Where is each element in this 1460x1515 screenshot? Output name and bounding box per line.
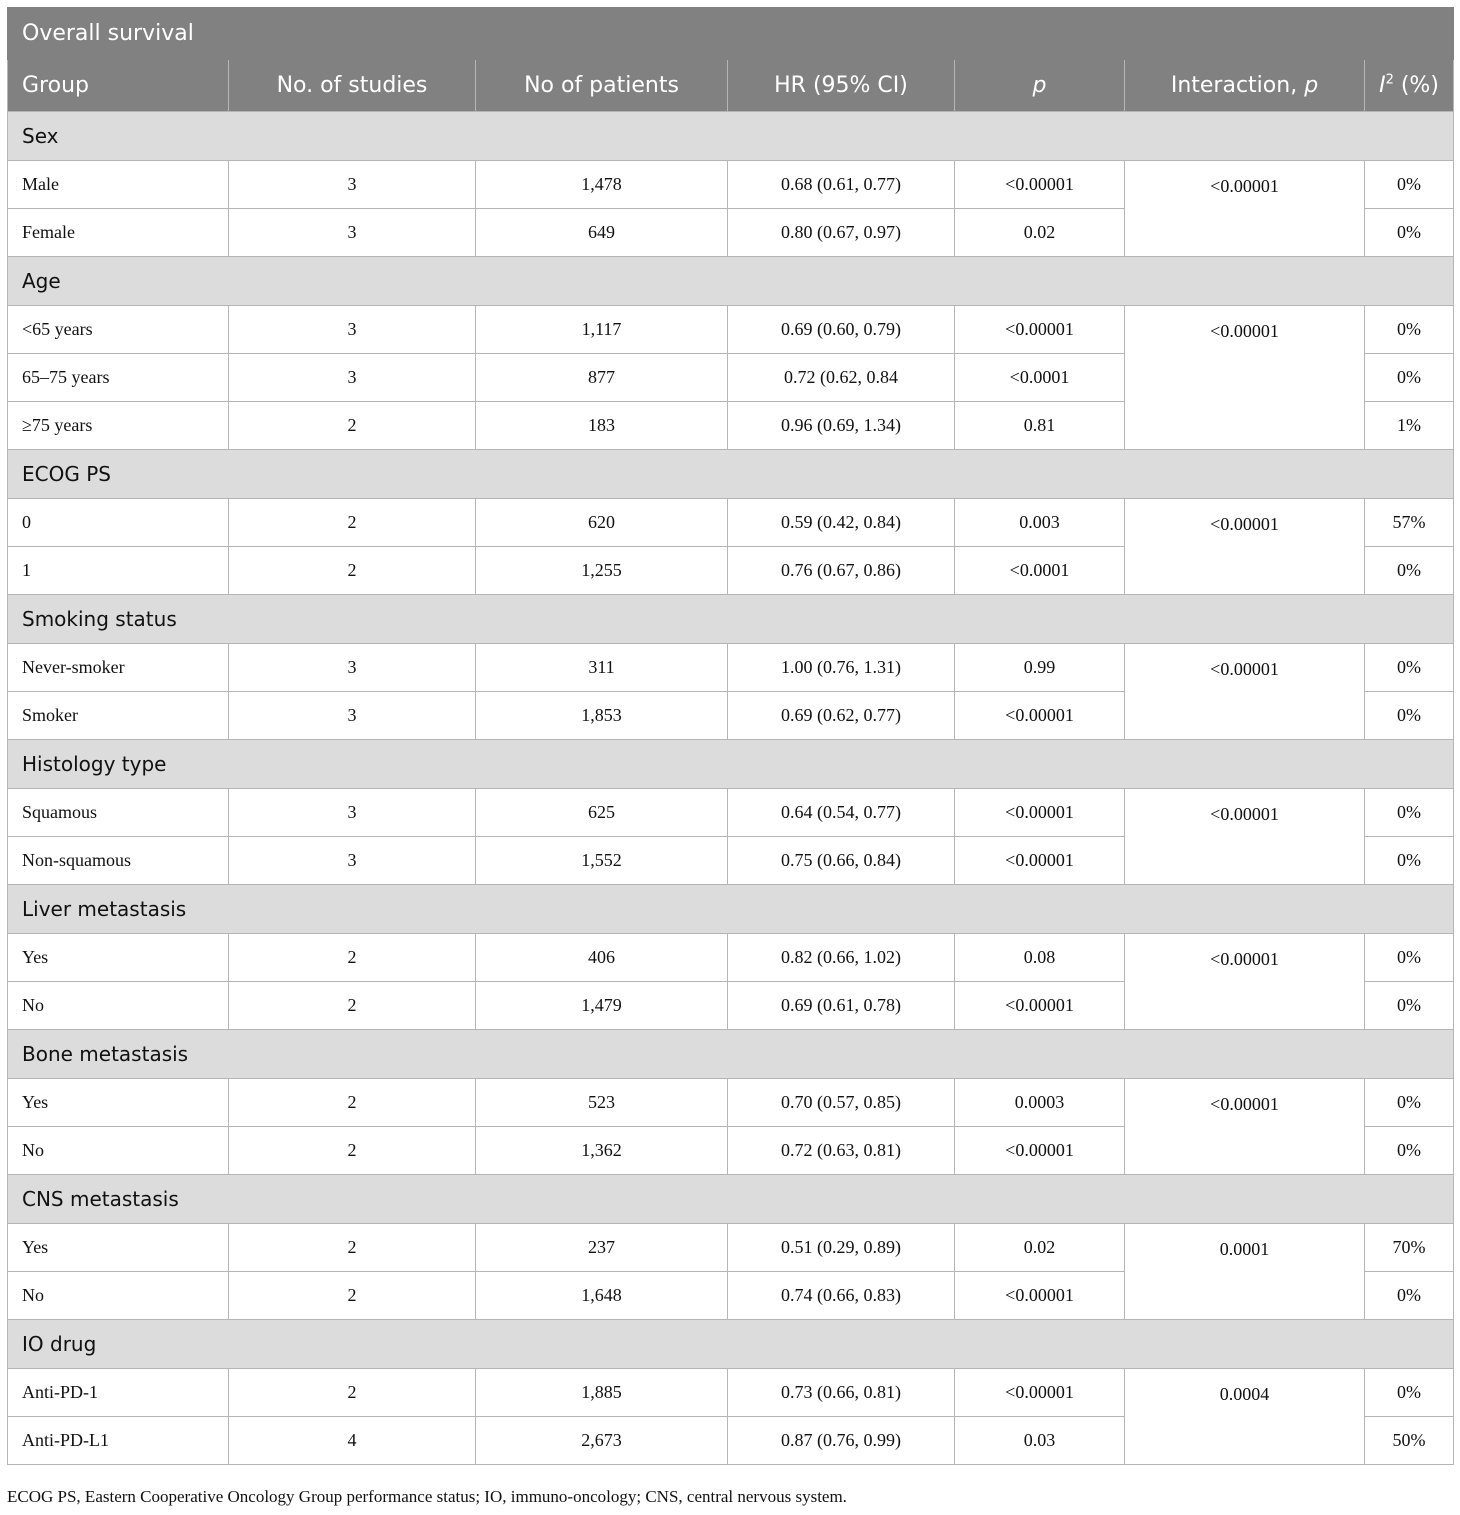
row-studies: 2 [229,982,476,1030]
row-p: <0.00001 [955,837,1125,885]
row-i2: 0% [1365,306,1454,354]
row-interaction-p: <0.00001 [1125,789,1365,885]
row-label: Yes [8,1079,229,1127]
row-i2: 0% [1365,547,1454,595]
row-label: 0 [8,499,229,547]
row-hr: 0.80 (0.67, 0.97) [728,209,955,257]
row-label: 1 [8,547,229,595]
row-studies: 3 [229,692,476,740]
row-i2: 50% [1365,1417,1454,1465]
section-title: Smoking status [8,595,1454,644]
row-hr: 0.64 (0.54, 0.77) [728,789,955,837]
row-i2: 0% [1365,644,1454,692]
section-title: IO drug [8,1320,1454,1369]
row-hr: 0.76 (0.67, 0.86) [728,547,955,595]
row-studies: 3 [229,354,476,402]
row-label: Anti-PD-L1 [8,1417,229,1465]
section-row [8,740,1454,789]
row-patients: 877 [476,354,728,402]
row-i2: 0% [1365,354,1454,402]
row-i2: 0% [1365,934,1454,982]
section-row [8,885,1454,934]
row-hr: 0.51 (0.29, 0.89) [728,1224,955,1272]
row-interaction-p: 0.0004 [1125,1369,1365,1465]
row-patients: 237 [476,1224,728,1272]
row-i2: 0% [1365,1079,1454,1127]
row-label: ≥75 years [8,402,229,450]
row-patients: 620 [476,499,728,547]
section-title: Liver metastasis [8,885,1454,934]
row-i2: 1% [1365,402,1454,450]
row-hr: 0.74 (0.66, 0.83) [728,1272,955,1320]
table-header-row [8,60,1454,112]
table-row [8,789,1454,837]
row-hr: 0.69 (0.61, 0.78) [728,982,955,1030]
header-i2-suffix: (%) [1393,73,1439,98]
table-body [8,112,1454,1465]
overall-survival-table [7,7,1454,1465]
row-patients: 523 [476,1079,728,1127]
row-studies: 4 [229,1417,476,1465]
row-label: Anti-PD-1 [8,1369,229,1417]
row-i2: 0% [1365,692,1454,740]
table-row [8,1369,1454,1417]
table-row [8,1224,1454,1272]
row-label: Yes [8,934,229,982]
table-row [8,306,1454,354]
section-title: Sex [8,112,1454,161]
row-hr: 0.87 (0.76, 0.99) [728,1417,955,1465]
header-p-letter: p [1032,73,1047,98]
header-i2-superscript: 2 [1385,72,1394,88]
row-hr: 0.82 (0.66, 1.02) [728,934,955,982]
row-p: <0.0001 [955,354,1125,402]
row-hr: 1.00 (0.76, 1.31) [728,644,955,692]
row-studies: 3 [229,161,476,209]
row-studies: 2 [229,402,476,450]
row-studies: 2 [229,1272,476,1320]
row-p: <0.00001 [955,1369,1125,1417]
row-p: 0.003 [955,499,1125,547]
header-p [955,60,1125,112]
section-row [8,1175,1454,1224]
row-studies: 2 [229,1079,476,1127]
row-i2: 0% [1365,209,1454,257]
row-studies: 2 [229,1127,476,1175]
row-p: 0.03 [955,1417,1125,1465]
header-interaction-p: p [1304,73,1319,98]
row-interaction-p: <0.00001 [1125,644,1365,740]
row-p: <0.00001 [955,692,1125,740]
row-patients: 649 [476,209,728,257]
row-i2: 0% [1365,1369,1454,1417]
row-studies: 2 [229,934,476,982]
row-p: <0.00001 [955,1127,1125,1175]
row-studies: 3 [229,644,476,692]
header-i2 [1365,60,1454,112]
row-label: No [8,1127,229,1175]
row-p: 0.0003 [955,1079,1125,1127]
row-i2: 0% [1365,982,1454,1030]
row-p: <0.00001 [955,161,1125,209]
row-patients: 1,479 [476,982,728,1030]
row-label: 65–75 years [8,354,229,402]
row-i2: 57% [1365,499,1454,547]
row-patients: 1,885 [476,1369,728,1417]
row-interaction-p: <0.00001 [1125,306,1365,450]
row-hr: 0.75 (0.66, 0.84) [728,837,955,885]
row-i2: 70% [1365,1224,1454,1272]
row-hr: 0.69 (0.62, 0.77) [728,692,955,740]
table-footnote: ECOG PS, Eastern Cooperative Oncology Group performance status; IO, immuno-oncology; CNS, central nervous system. [7,1487,847,1506]
row-label: Never-smoker [8,644,229,692]
row-patients: 1,648 [476,1272,728,1320]
table-row [8,1079,1454,1127]
row-label: No [8,1272,229,1320]
row-patients: 1,255 [476,547,728,595]
section-title: ECOG PS [8,450,1454,499]
row-interaction-p: <0.00001 [1125,161,1365,257]
row-interaction-p: <0.00001 [1125,934,1365,1030]
row-p: <0.00001 [955,982,1125,1030]
row-studies: 2 [229,547,476,595]
table-row [8,161,1454,209]
row-hr: 0.70 (0.57, 0.85) [728,1079,955,1127]
row-patients: 2,673 [476,1417,728,1465]
row-p: <0.00001 [955,306,1125,354]
row-patients: 1,117 [476,306,728,354]
row-patients: 625 [476,789,728,837]
row-patients: 406 [476,934,728,982]
header-interaction [1125,60,1365,112]
row-hr: 0.72 (0.62, 0.84 [728,354,955,402]
row-i2: 0% [1365,837,1454,885]
row-label: <65 years [8,306,229,354]
row-patients: 311 [476,644,728,692]
section-title: Age [8,257,1454,306]
table-row [8,934,1454,982]
row-p: <0.0001 [955,547,1125,595]
header-studies: No. of studies [229,60,476,112]
row-hr: 0.69 (0.60, 0.79) [728,306,955,354]
header-patients: No of patients [476,60,728,112]
row-p: <0.00001 [955,1272,1125,1320]
section-title: Histology type [8,740,1454,789]
table-title-row [8,8,1454,60]
row-studies: 3 [229,789,476,837]
section-title: Bone metastasis [8,1030,1454,1079]
section-row [8,1030,1454,1079]
row-studies: 3 [229,306,476,354]
row-patients: 183 [476,402,728,450]
row-studies: 3 [229,209,476,257]
row-label: Yes [8,1224,229,1272]
header-hr: HR (95% CI) [728,60,955,112]
row-label: Non-squamous [8,837,229,885]
row-interaction-p: 0.0001 [1125,1224,1365,1320]
header-interaction-text: Interaction, [1170,73,1305,98]
section-row [8,1320,1454,1369]
row-patients: 1,362 [476,1127,728,1175]
table-row [8,499,1454,547]
row-label: Male [8,161,229,209]
row-p: 0.02 [955,1224,1125,1272]
row-p: 0.81 [955,402,1125,450]
row-label: No [8,982,229,1030]
row-studies: 2 [229,1224,476,1272]
row-p: 0.99 [955,644,1125,692]
row-hr: 0.68 (0.61, 0.77) [728,161,955,209]
section-row [8,112,1454,161]
section-row [8,595,1454,644]
row-i2: 0% [1365,789,1454,837]
row-interaction-p: <0.00001 [1125,1079,1365,1175]
row-patients: 1,478 [476,161,728,209]
row-patients: 1,552 [476,837,728,885]
row-p: <0.00001 [955,789,1125,837]
row-label: Squamous [8,789,229,837]
header-i2-letter: I [1379,73,1386,98]
section-row [8,450,1454,499]
row-hr: 0.72 (0.63, 0.81) [728,1127,955,1175]
row-hr: 0.59 (0.42, 0.84) [728,499,955,547]
row-hr: 0.73 (0.66, 0.81) [728,1369,955,1417]
row-i2: 0% [1365,161,1454,209]
row-patients: 1,853 [476,692,728,740]
header-group: Group [8,60,229,112]
table-title: Overall survival [8,8,1454,60]
row-label: Smoker [8,692,229,740]
row-p: 0.08 [955,934,1125,982]
row-i2: 0% [1365,1127,1454,1175]
row-p: 0.02 [955,209,1125,257]
row-i2: 0% [1365,1272,1454,1320]
row-hr: 0.96 (0.69, 1.34) [728,402,955,450]
row-label: Female [8,209,229,257]
section-row [8,257,1454,306]
row-studies: 2 [229,499,476,547]
section-title: CNS metastasis [8,1175,1454,1224]
row-studies: 2 [229,1369,476,1417]
row-studies: 3 [229,837,476,885]
row-interaction-p: <0.00001 [1125,499,1365,595]
table-row [8,644,1454,692]
